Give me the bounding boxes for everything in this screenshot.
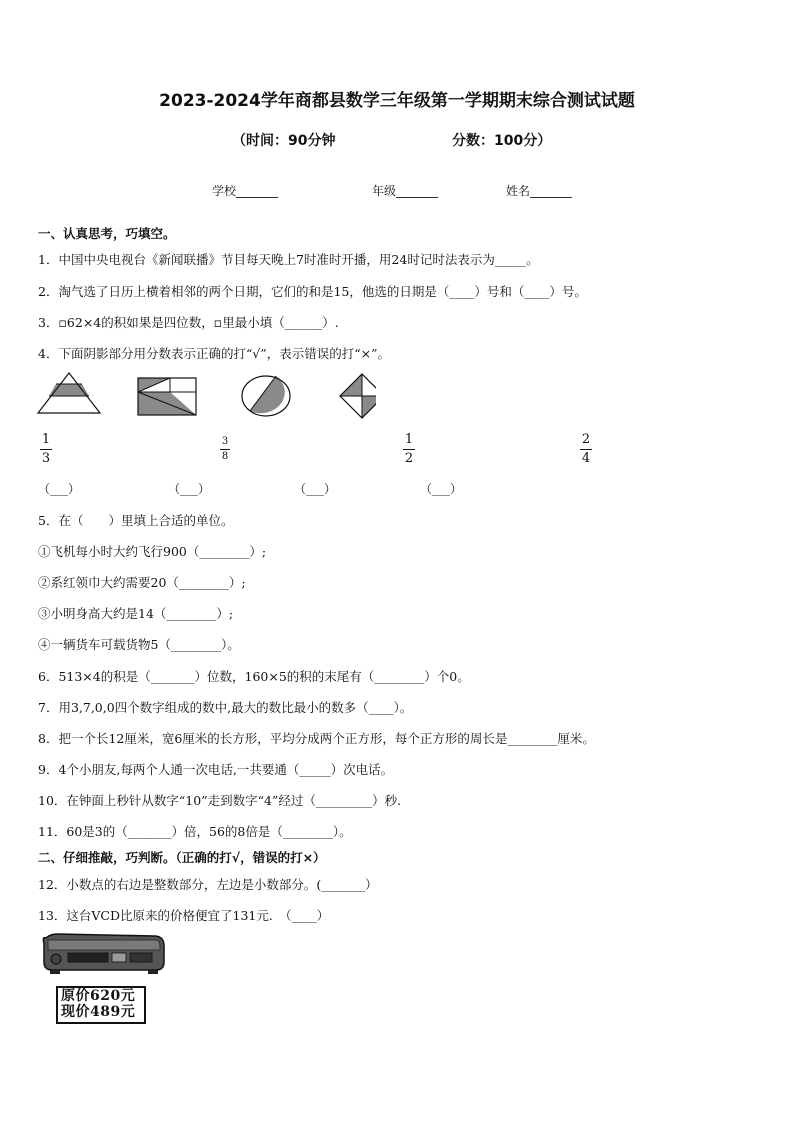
section-1-heading: 一、认真思考，巧填空。: [38, 226, 176, 241]
grade-field: 年级_______: [372, 184, 439, 198]
fraction-answer-4: （___）: [420, 482, 463, 496]
exam-score: 分数：100分）: [452, 133, 552, 149]
fraction-answer-1: （___）: [38, 482, 81, 496]
exam-time: （时间：90分钟: [232, 133, 336, 149]
section-2-heading: 二、仔细推敲，巧判断。（正确的打√，错误的打×）: [38, 850, 326, 865]
shape-circle: [242, 376, 290, 416]
question-5-item-3: ③小明身高大约是14（________）;: [38, 606, 234, 621]
fraction-answer-2: （___）: [168, 482, 211, 496]
shape-diamond: [340, 374, 376, 418]
question-8: 8．把一个长12厘米，宽6厘米的长方形，平均分成两个正方形，每个正方形的周长是________厘米。: [38, 731, 595, 746]
fraction-3: 1 2: [404, 432, 414, 466]
shape-rectangle: [138, 378, 196, 415]
question-7: 7．用3,7,0,0四个数字组成的数中,最大的数比最小的数多（____）。: [38, 700, 413, 715]
shape-triangle: [38, 373, 100, 413]
question-5-item-4: ④一辆货车可载货物5（________）。: [38, 637, 240, 652]
question-5-item-2: ②系红领巾大约需要20（________）;: [38, 575, 246, 590]
price-original: 原价620元: [61, 988, 136, 1004]
question-12: 12．小数点的右边是整数部分，左边是小数部分。(_______）: [38, 877, 378, 892]
question-5-item-1: ①飞机每小时大约飞行900（________）;: [38, 544, 267, 559]
price-tag: [56, 986, 146, 1024]
fraction-1: 1 3: [41, 432, 51, 466]
question-13: 13．这台VCD比原来的价格便宜了131元. （____）: [38, 908, 330, 923]
fraction-2: 3 8: [221, 436, 229, 462]
fraction-4: 2 4: [581, 432, 591, 466]
question-2: 2．淘气选了日历上横着相邻的两个日期，它们的和是15，他选的日期是（____）号和（____）号。: [38, 284, 587, 299]
question-9: 9．4个小朋友,每两个人通一次电话,一共要通（_____）次电话。: [38, 762, 394, 777]
name-field: 姓名_______: [506, 184, 573, 198]
price-now: 现价489元: [61, 1004, 136, 1020]
school-field: 学校_______: [212, 184, 279, 198]
question-5: 5．在（ ）里填上合适的单位。: [38, 513, 234, 528]
page-title: 2023-2024学年商都县数学三年级第一学期期末综合测试试题: [159, 91, 635, 111]
question-6: 6．513×4的积是（_______）位数，160×5的积的末尾有（________）个0。: [38, 669, 470, 684]
question-10: 10．在钟面上秒针从数字“10”走到数字“4”经过（_________）秒.: [38, 793, 402, 808]
fraction-answer-3: （___）: [294, 482, 337, 496]
question-3: 3．▫62×4的积如果是四位数，▫里最小填（______）.: [38, 315, 339, 330]
vcd-player-image: [38, 930, 168, 980]
question-1: 1．中国中央电视台《新闻联播》节目每天晚上7时准时开播，用24时记时法表示为_____。: [38, 252, 539, 267]
question-11: 11．60是3的（_______）倍，56的8倍是（________）。: [38, 824, 352, 839]
question-4: 4．下面阴影部分用分数表示正确的打“√”，表示错误的打“×”。: [38, 346, 390, 361]
fraction-shapes: [36, 370, 376, 420]
